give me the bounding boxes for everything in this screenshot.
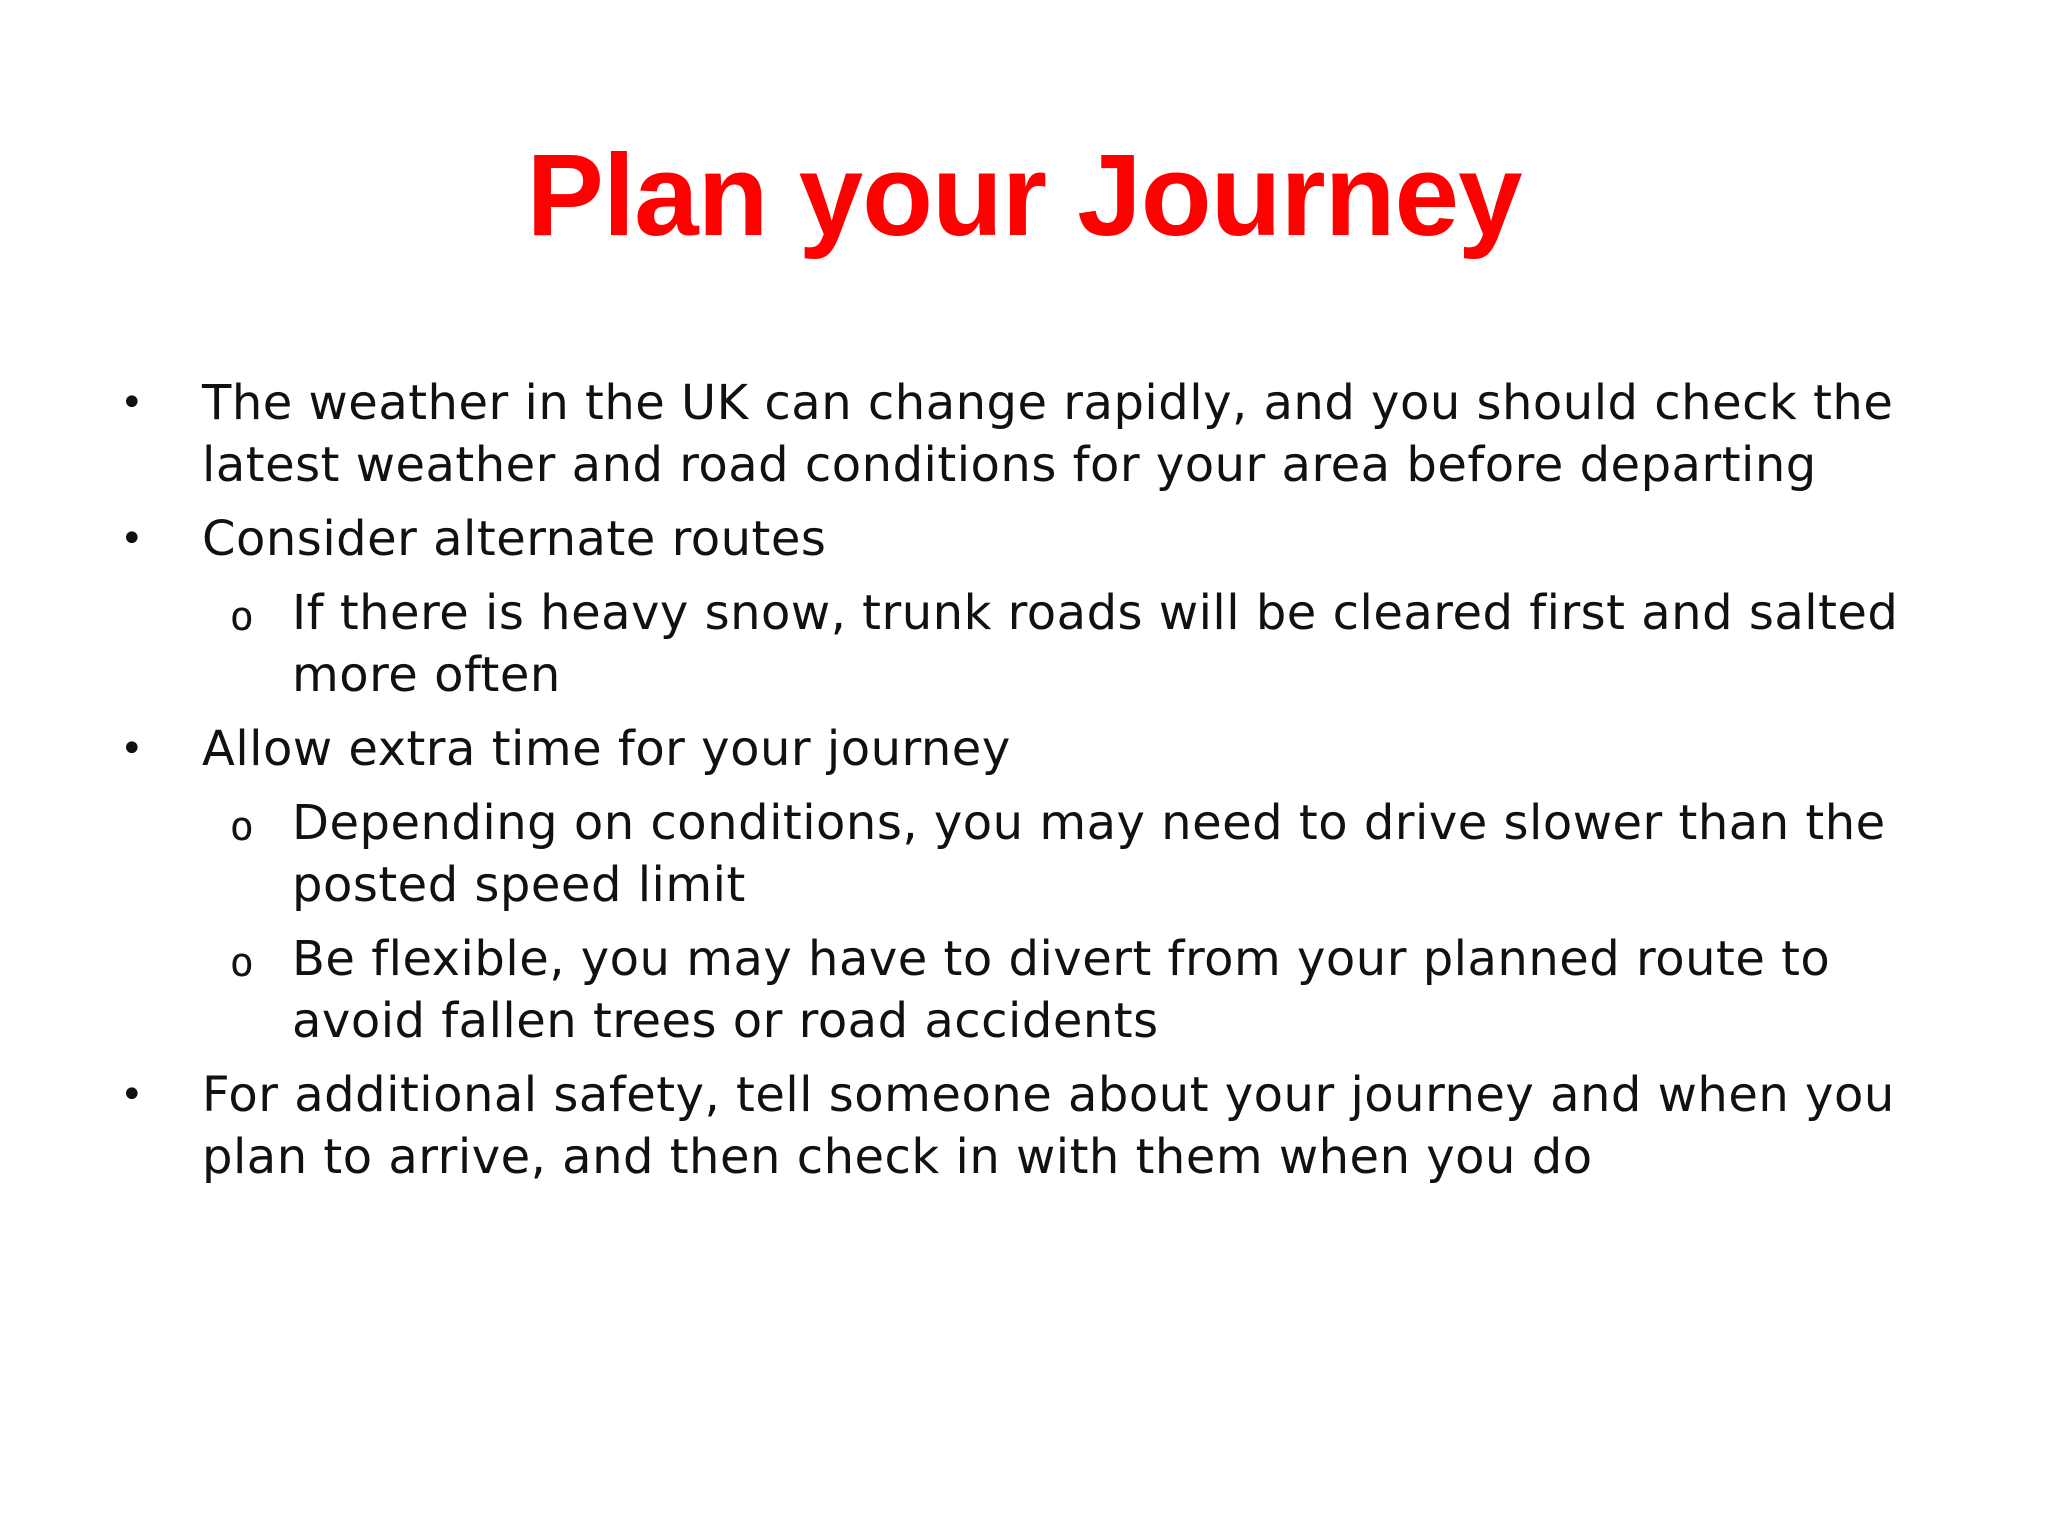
sub-bullet-item xyxy=(0,582,2048,706)
bullet-text: Allow extra time for your journey xyxy=(202,721,1011,777)
bullet-dot-icon: • xyxy=(119,726,145,772)
sub-bullet-text: If there is heavy snow, trunk roads will be cleared first and salted more often xyxy=(292,585,1899,703)
sub-bullet-circle-icon: o xyxy=(229,594,255,640)
bullet-dot-icon: • xyxy=(119,516,145,562)
bullet-text: Consider alternate routes xyxy=(202,511,827,567)
sub-bullet-text: Be flexible, you may have to divert from your planned route to avoid fallen trees or road accidents xyxy=(292,931,1831,1049)
bullet-item xyxy=(0,718,2048,780)
slide-title: Plan your Journey xyxy=(526,130,1522,260)
sub-bullet-text: Depending on conditions, you may need to drive slower than the posted speed limit xyxy=(292,795,1886,913)
bullet-text: For additional safety, tell someone about your journey and when you plan to arrive, and then check in with them when you do xyxy=(202,1067,1895,1185)
bullet-dot-icon: • xyxy=(119,1072,145,1118)
bullet-item xyxy=(0,508,2048,570)
sub-bullet-circle-icon: o xyxy=(229,804,255,850)
bullet-dot-icon: • xyxy=(119,380,145,426)
bullet-item xyxy=(0,1064,2048,1188)
sub-bullet-item xyxy=(0,928,2048,1052)
bullet-item xyxy=(0,372,2048,496)
sub-bullet-item xyxy=(0,792,2048,916)
sub-bullet-circle-icon: o xyxy=(229,940,255,986)
bullet-text: The weather in the UK can change rapidly, and you should check the latest weather and road conditions for your area before departing xyxy=(202,375,1894,493)
bullet-list xyxy=(0,372,2048,1200)
